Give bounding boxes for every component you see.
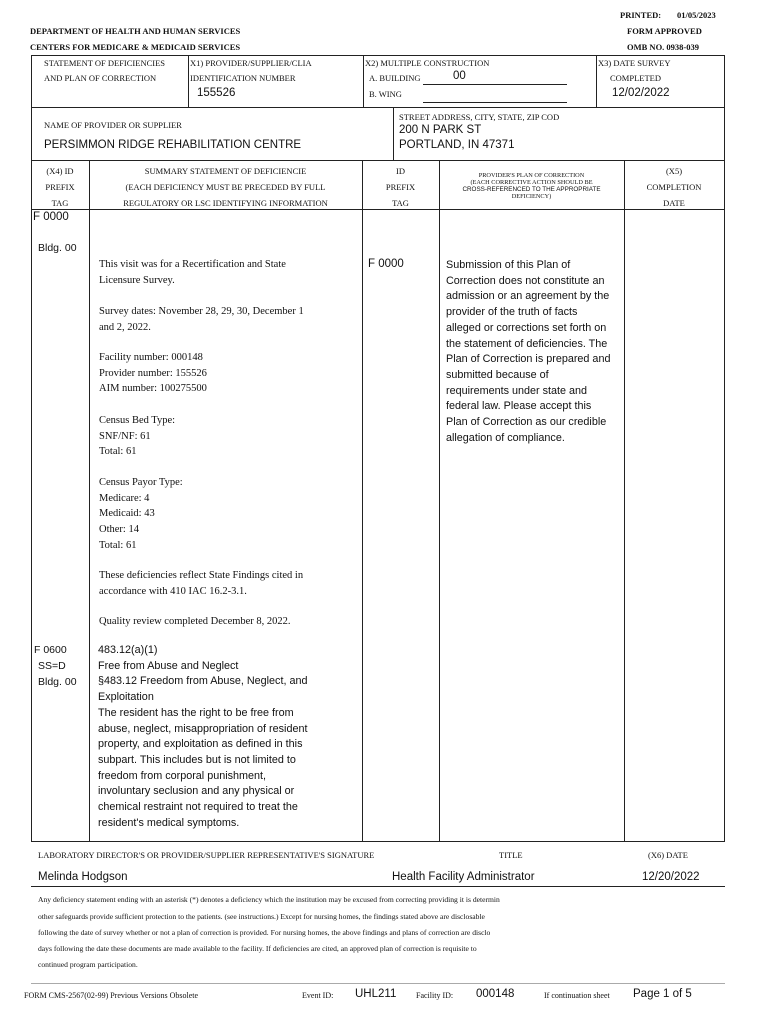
disclaimer-line-4: days following the date these documents are made available to the facility. If deficiencies are cited, an approved plan of correction is requisite to	[38, 944, 477, 953]
event-id-label: Event ID:	[302, 991, 334, 1000]
tag-f0000: F 0000	[33, 211, 69, 223]
statement-label-2: AND PLAN OF CORRECTION	[44, 73, 157, 83]
x3-label-2: COMPLETED	[610, 73, 661, 83]
provider-divider	[393, 107, 394, 160]
table-right-border	[724, 160, 725, 842]
facility-id-label: Facility ID:	[416, 991, 454, 1000]
tag-f0600: F 0600	[34, 644, 67, 656]
building-label: A. BUILDING	[369, 73, 421, 83]
disclaimer-line-1: Any deficiency statement ending with an asterisk (*) denotes a deficiency which the institution may be excused from correcting providing it is determin	[38, 895, 500, 904]
provider-right-border	[724, 107, 725, 160]
summary-f0600-text: 483.12(a)(1) Free from Abuse and Neglect §483.12 Freedom from Abuse, Neglect, and Exploitation The resident has the right to be free from abuse, neglect, misappropriation of resident property, and exploitation as defined in this subpart. This includes but is not limited to freedom from corporal punishment, involuntary seclusion and any physical or chemical restraint not required to treat the resident's medical symptoms.	[98, 644, 308, 829]
provider-left-border	[31, 107, 32, 160]
x5-header-2: COMPLETION	[646, 182, 702, 192]
survey-completed-date: 12/02/2022	[612, 87, 670, 99]
address-label: STREET ADDRESS, CITY, STATE, ZIP COD	[399, 112, 560, 122]
table-left-border	[31, 160, 32, 842]
disclaimer-line-2: other safeguards provide sufficient protection to the patients. (see instructions.) Except for nursing homes, the findings stated above are disclosable	[38, 912, 485, 921]
centers-title: CENTERS FOR MEDICARE & MEDICAID SERVICES	[30, 42, 241, 52]
id-header-2: PREFIX	[385, 182, 416, 192]
disclaimer-line-3: following the date of survey whether or not a plan of correction is provided. For nursing homes, the above findings and plans of correction are disclo	[38, 928, 491, 937]
x4-header-1: (X4) ID	[46, 166, 74, 176]
wing-label: B. WING	[369, 89, 402, 99]
form-number: FORM CMS-2567(02-99) Previous Versions Obsolete	[24, 991, 199, 1000]
box-divider-2	[363, 55, 364, 107]
box-divider-3	[596, 55, 597, 107]
summary-header-3: REGULATORY OR LSC IDENTIFYING INFORMATION	[123, 198, 328, 208]
summary-visit: This visit was for a Recertification and State Licensure Survey.	[99, 259, 286, 286]
provider-number: 155526	[197, 87, 236, 99]
summary-census-payor: Census Payor Type: Medicare: 4 Medicaid: 43 Other: 14 Total: 61	[99, 477, 183, 551]
plan-of-correction-text: Submission of this Plan of Correction does not constitute an admission or an agreement by the provider of the truth of facts alleged or corrections set forth on the statement of deficiencies. The Plan of Correction is prepared and submitted because of requirements under state and federal law. Please accept this Plan of Correction as our credible allegation of compliance.	[446, 259, 611, 444]
x3-label-1: X3) DATE SURVEY	[598, 58, 671, 68]
disclaimer-line-5: continued program participation.	[38, 960, 138, 969]
box-top-border	[31, 55, 725, 56]
x1-label-1: X1) PROVIDER/SUPPLIER/CLIA	[190, 58, 312, 68]
table-header-border	[31, 209, 725, 210]
provider-name: PERSIMMON RIDGE REHABILITATION CENTRE	[44, 139, 302, 151]
x5-header-3: DATE	[663, 198, 685, 208]
signature-label: LABORATORY DIRECTOR'S OR PROVIDER/SUPPLIER REPRESENTATIVE'S SIGNATURE	[38, 850, 375, 860]
summary-state-findings: These deficiencies reflect State Findings cited in accordance with 410 IAC 16.2-3.1.	[99, 570, 304, 597]
summary-quality-review: Quality review completed December 8, 2022.	[99, 616, 291, 627]
address-line-2: PORTLAND, IN 47371	[399, 139, 515, 151]
address-line-1: 200 N PARK ST	[399, 124, 482, 136]
signature-date: 12/20/2022	[642, 871, 700, 883]
table-col-4	[624, 160, 625, 842]
x5-header-1: (X5)	[665, 166, 683, 176]
bldg-00: Bldg. 00	[38, 242, 77, 254]
signer-title: Health Facility Administrator	[392, 871, 535, 883]
provider-name-label: NAME OF PROVIDER OR SUPPLIER	[44, 120, 182, 130]
page-number: Page 1 of 5	[633, 988, 692, 1000]
wing-underline	[423, 102, 567, 103]
box-divider-1	[188, 55, 189, 107]
title-label: TITLE	[499, 850, 523, 860]
plan-header-3: CROSS-REFERENCED TO THE APPROPRIATE	[462, 186, 601, 193]
x6-date-label: (X6) DATE	[648, 850, 688, 860]
signer-name: Melinda Hodgson	[38, 871, 128, 883]
tag-f0000-right: F 0000	[368, 258, 404, 270]
id-header-3: TAG	[392, 198, 409, 208]
printed-date: 01/05/2023	[677, 10, 716, 20]
facility-id-value: 000148	[476, 988, 515, 1000]
box-mid-border	[31, 107, 725, 108]
event-id-value: UHL211	[355, 988, 397, 1000]
summary-survey-dates: Survey dates: November 28, 29, 30, December 1 and 2, 2022.	[99, 306, 304, 333]
table-bottom-border	[31, 841, 725, 842]
x1-label-2: IDENTIFICATION NUMBER	[190, 73, 296, 83]
printed-label: PRINTED:	[620, 10, 662, 20]
x4-header-3: TAG	[51, 198, 69, 208]
summary-facility-numbers: Facility number: 000148 Provider number: 155526 AIM number: 100275500	[99, 352, 207, 395]
form-approved: FORM APPROVED	[627, 26, 702, 36]
signature-underline	[31, 886, 725, 887]
summary-header-1: SUMMARY STATEMENT OF DEFICIENCIE	[144, 166, 307, 176]
box-left-border	[31, 55, 32, 107]
table-col-2	[362, 160, 363, 842]
building-value: 00	[453, 70, 466, 82]
continuation-label: If continuation sheet	[544, 991, 610, 1000]
table-col-1	[89, 160, 90, 842]
box-right-border	[724, 55, 725, 107]
plan-header-2: (EACH CORRECTIVE ACTION SHOULD BE	[470, 179, 593, 186]
x4-header-2: PREFIX	[45, 182, 75, 192]
id-header-1: ID	[396, 166, 405, 176]
bldg-00-second: Bldg. 00	[38, 676, 77, 688]
department-title: DEPARTMENT OF HEALTH AND HUMAN SERVICES	[30, 26, 241, 36]
plan-header-4: DEFICIENCY)	[511, 193, 552, 200]
summary-census-bed: Census Bed Type: SNF/NF: 61 Total: 61	[99, 415, 176, 458]
table-top-border	[31, 160, 725, 161]
statement-label-1: STATEMENT OF DEFICIENCIES	[44, 58, 166, 68]
plan-header-1: PROVIDER'S PLAN OF CORRECTION	[478, 172, 585, 179]
footer-rule	[31, 983, 725, 984]
severity-scope: SS=D	[38, 660, 66, 672]
summary-header-2: (EACH DEFICIENCY MUST BE PRECEDED BY FULL	[125, 182, 326, 192]
x2-label: X2) MULTIPLE CONSTRUCTION	[365, 58, 490, 68]
table-col-3	[439, 160, 440, 842]
omb-number: OMB NO. 0938-039	[627, 42, 700, 52]
building-underline	[423, 84, 567, 85]
